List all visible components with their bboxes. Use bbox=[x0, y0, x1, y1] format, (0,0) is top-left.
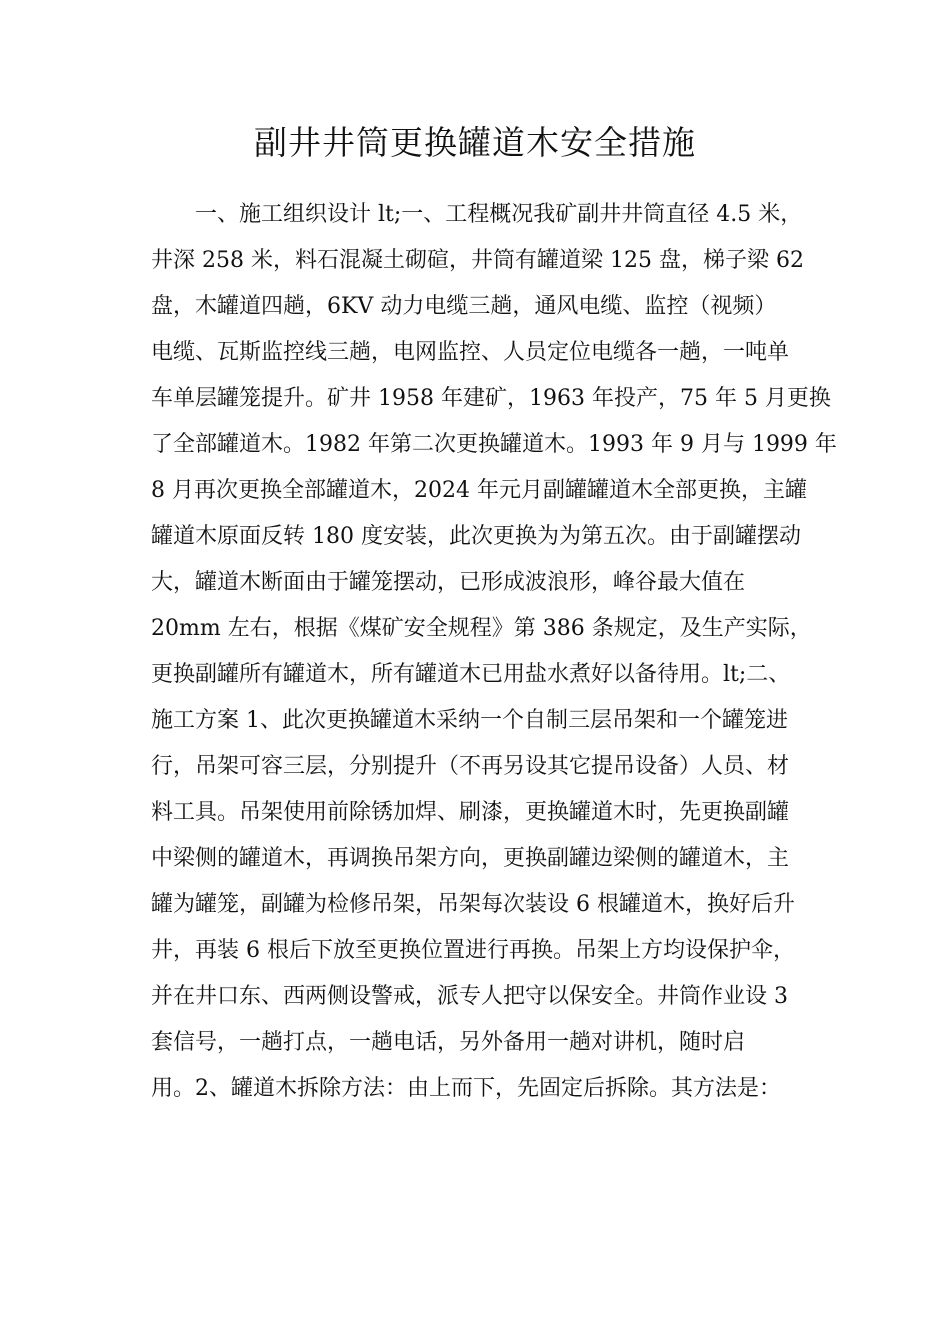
body-line: 罐为罐笼，副罐为检修吊架，吊架每次装设 6 根罐道木，换好后升 bbox=[151, 892, 795, 917]
body-line: 套信号，一趟打点，一趟电话，另外备用一趟对讲机，随时启 bbox=[151, 1030, 746, 1055]
body-line: 大，罐道木断面由于罐笼摆动，已形成波浪形，峰谷最大值在 bbox=[151, 570, 746, 595]
body-line: 一、施工组织设计 lt;一、工程概况我矿副井井筒直径 4.5 米， bbox=[195, 202, 803, 227]
body-line: 井深 258 米，料石混凝土砌碹，井筒有罐道梁 125 盘，梯子梁 62 bbox=[151, 248, 804, 273]
document-body bbox=[151, 192, 837, 1112]
body-line: 料工具。吊架使用前除锈加焊、刷漆，更换罐道木时，先更换副罐 bbox=[151, 800, 790, 825]
document-title: 副井井筒更换罐道木安全措施 bbox=[254, 123, 696, 162]
body-line: 行，吊架可容三层，分别提升（不再另设其它提吊设备）人员、材 bbox=[151, 754, 790, 779]
body-line: 20mm 左右，根据《煤矿安全规程》第 386 条规定，及生产实际， bbox=[151, 616, 812, 641]
body-line: 了全部罐道木。1982 年第二次更换罐道木。1993 年 9 月与 1999 年 bbox=[151, 432, 837, 457]
body-line: 更换副罐所有罐道木，所有罐道木已用盐水煮好以备待用。lt;二、 bbox=[151, 662, 791, 687]
body-line: 8 月再次更换全部罐道木，2024 年元月副罐罐道木全部更换，主罐 bbox=[151, 478, 807, 503]
body-line: 施工方案 1、此次更换罐道木采纳一个自制三层吊架和一个罐笼进 bbox=[151, 708, 788, 733]
body-line: 中梁侧的罐道木，再调换吊架方向，更换副罐边梁侧的罐道木，主 bbox=[151, 846, 790, 871]
body-line: 车单层罐笼提升。矿井 1958 年建矿，1963 年投产，75 年 5 月更换 bbox=[151, 386, 831, 411]
body-line: 并在井口东、西两侧设警戒，派专人把守以保安全。井筒作业设 3 bbox=[151, 984, 788, 1009]
body-line: 用。2、罐道木拆除方法：由上而下，先固定后拆除。其方法是： bbox=[151, 1076, 781, 1101]
body-line: 罐道木原面反转 180 度安装，此次更换为为第五次。由于副罐摆动 bbox=[151, 524, 801, 549]
body-line: 盘，木罐道四趟，6KV 动力电缆三趟，通风电缆、监控（视频） bbox=[151, 294, 777, 319]
body-line: 电缆、瓦斯监控线三趟，电网监控、人员定位电缆各一趟，一吨单 bbox=[151, 340, 790, 365]
body-line: 井，再装 6 根后下放至更换位置进行再换。吊架上方均设保护伞， bbox=[151, 938, 795, 963]
